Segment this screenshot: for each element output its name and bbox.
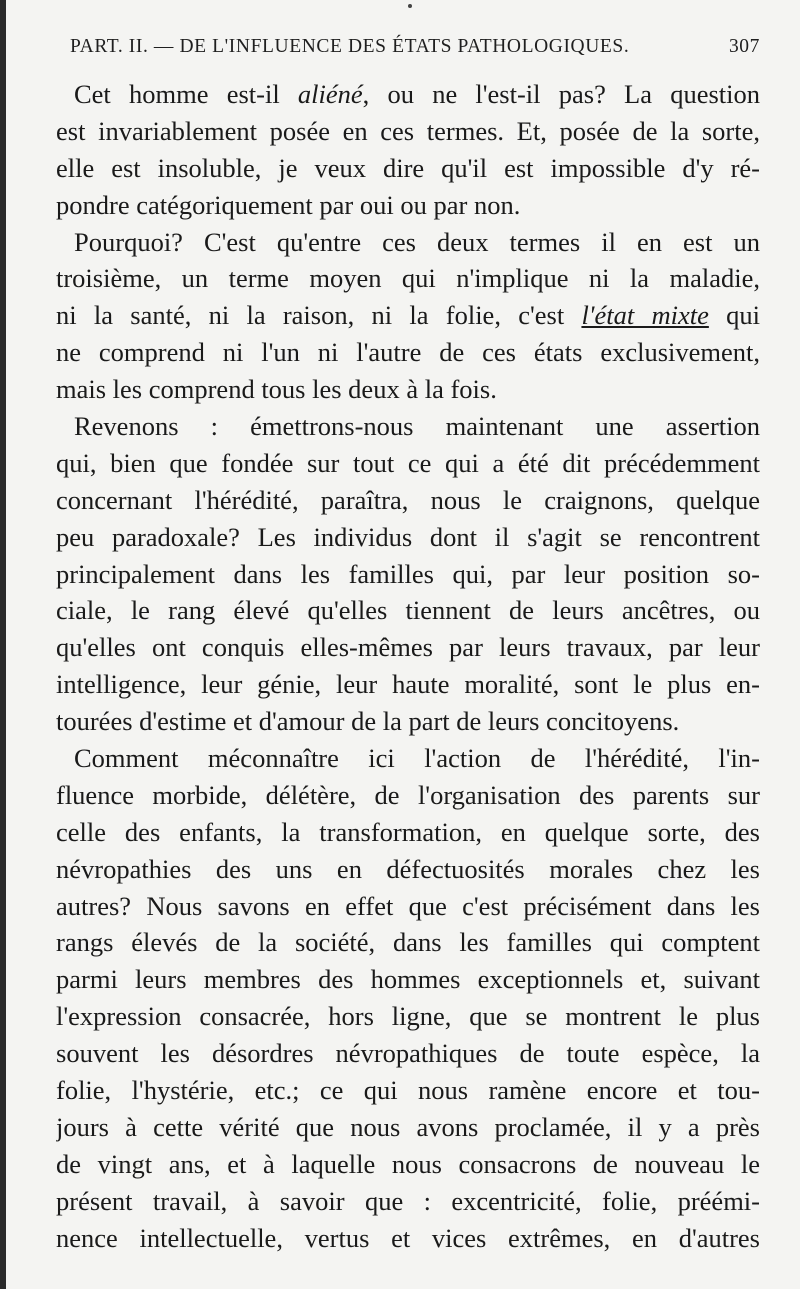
text-segment: parmi leurs membres des hommes exceptionnels et, suivant	[56, 964, 760, 995]
text-line	[56, 113, 760, 150]
text-segment: principalement dans les familles qui, par leur position so-	[56, 558, 760, 589]
text-segment: jours à cette vérité que nous avons proclamée, il y a près	[56, 1111, 760, 1142]
text-segment: rangs élevés de la société, dans les familles qui comptent	[56, 927, 760, 958]
page-number: 307	[728, 36, 760, 57]
text-line	[56, 76, 760, 113]
text-segment: folie, l'hystérie, etc.; ce qui nous ramène encore et tou-	[56, 1075, 760, 1106]
text-segment: celle des enfants, la transformation, en quelque sorte, des	[56, 816, 760, 847]
text-line	[56, 1183, 760, 1220]
text-line	[56, 187, 760, 224]
text-segment: ni la santé, ni la raison, ni la folie, c'est	[56, 300, 582, 331]
text-line	[56, 482, 760, 519]
text-line	[56, 260, 760, 297]
text-line	[56, 851, 760, 888]
text-segment: fluence morbide, délétère, de l'organisation des parents sur	[56, 779, 760, 810]
text-line	[56, 703, 760, 740]
text-line	[56, 519, 760, 556]
text-line	[56, 998, 760, 1035]
text-segment: intelligence, leur génie, leur haute moralité, sont le plus en-	[56, 669, 760, 700]
italic-term: aliéné	[297, 79, 363, 109]
text-segment: Pourquoi? C'est qu'entre ces deux termes il en est un	[74, 226, 760, 257]
text-segment: troisième, un terme moyen qui n'implique ni la maladie,	[56, 263, 760, 294]
text-segment: nence intellectuelle, vertus et vices extrêmes, en d'autres	[56, 1222, 760, 1253]
text-line	[56, 1072, 760, 1109]
text-line	[56, 1035, 760, 1072]
text-segment: Comment méconnaître ici l'action de l'hérédité, l'in-	[74, 743, 760, 774]
text-line	[56, 1146, 760, 1183]
text-segment: de vingt ans, et à laquelle nous consacrons de nouveau le	[56, 1148, 760, 1179]
running-header	[70, 36, 760, 62]
text-segment: Revenons : émettrons-nous maintenant une assertion	[74, 411, 760, 442]
text-line	[56, 666, 760, 703]
text-line	[56, 371, 760, 408]
ink-dot	[408, 4, 412, 8]
text-line	[56, 961, 760, 998]
text-segment: l'expression consacrée, hors ligne, que se montrent le plus	[56, 1001, 760, 1032]
text-line	[56, 888, 760, 925]
text-segment: elle est insoluble, je veux dire qu'il est impossible d'y ré-	[56, 152, 760, 183]
text-segment: souvent les désordres névropathiques de toute espèce, la	[56, 1038, 760, 1069]
text-line	[56, 1220, 760, 1257]
text-segment: est invariablement posée en ces termes. Et, posée de la sorte,	[56, 115, 760, 146]
text-segment: qui, bien que fondée sur tout ce qui a été dit précédemment	[56, 447, 760, 478]
text-line	[56, 334, 760, 371]
text-segment: qu'elles ont conquis elles-mêmes par leurs travaux, par leur	[56, 632, 760, 663]
text-segment: autres? Nous savons en effet que c'est précisément dans les	[56, 890, 760, 921]
text-line	[56, 629, 760, 666]
text-segment: Cet homme est-il	[74, 79, 298, 109]
page-body-text	[56, 76, 760, 1257]
italic-term: l'état mixte	[581, 300, 709, 331]
text-line	[56, 592, 760, 629]
text-segment: présent travail, à savoir que : excentricité, folie, préémi-	[56, 1185, 760, 1216]
text-line	[56, 740, 760, 777]
text-line	[56, 408, 760, 445]
text-line	[56, 150, 760, 187]
text-segment: ne comprend ni l'un ni l'autre de ces états exclusivement,	[56, 337, 760, 368]
running-title: PART. II. — DE L'INFLUENCE DES ÉTATS PATHOLOGIQUES.	[70, 36, 630, 57]
text-segment: , ou ne l'est-il pas? La question	[362, 79, 760, 109]
text-line	[56, 924, 760, 961]
text-line	[56, 814, 760, 851]
text-line	[56, 1109, 760, 1146]
text-segment: pondre catégoriquement par oui ou par non.	[56, 189, 521, 220]
text-line	[56, 224, 760, 261]
text-segment: peu paradoxale? Les individus dont il s'agit se rencontrent	[56, 521, 760, 552]
text-line	[56, 777, 760, 814]
text-segment: concernant l'hérédité, paraîtra, nous le craignons, quelque	[56, 484, 760, 515]
text-segment: tourées d'estime et d'amour de la part de leurs concitoyens.	[56, 706, 680, 737]
text-line	[56, 445, 760, 482]
text-line	[56, 297, 760, 334]
text-line	[56, 556, 760, 593]
text-segment: névropathies des uns en défectuosités morales chez les	[56, 853, 760, 884]
text-segment: qui	[708, 300, 760, 331]
text-segment: mais les comprend tous les deux à la fois.	[56, 374, 497, 405]
text-segment: ciale, le rang élevé qu'elles tiennent de leurs ancêtres, ou	[56, 595, 760, 626]
